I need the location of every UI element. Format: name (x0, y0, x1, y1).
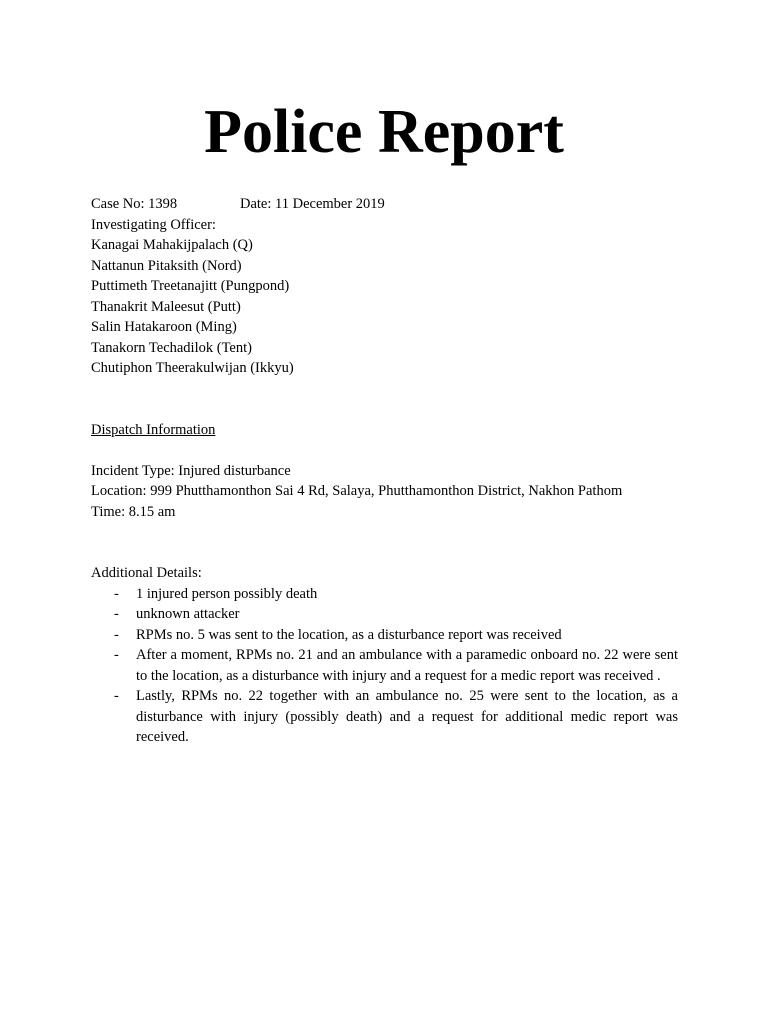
dispatch-heading: Dispatch Information (91, 421, 216, 438)
bullet-dash: - (114, 626, 119, 643)
incident-type: Incident Type: Injured disturbance (91, 462, 291, 479)
officer-name: Puttimeth Treetanajitt (Pungpond) (91, 278, 290, 294)
officer-name: Nattanun Pitaksith (Nord) (91, 257, 242, 274)
list-item-text: RPMs no. 5 was sent to the location, as a disturbance report was received (136, 626, 562, 643)
list-item (91, 645, 678, 686)
bullet-dash: - (114, 585, 119, 602)
officer-name: Tanakorn Techadilok (Tent) (91, 339, 252, 356)
list-item (91, 584, 678, 605)
officer-name: Chutiphon Theerakulwijan (Ikkyu) (91, 360, 294, 376)
list-item-text: unknown attacker (136, 606, 240, 622)
case-line (91, 194, 678, 215)
list-item-text: Lastly, RPMs no. 22 together with an ambulance no. 25 were sent to the location, as a disturbance with injury (possibly death) and a request for additional medic report was received. (136, 688, 678, 745)
list-item (91, 604, 678, 625)
case-number: Case No: 1398 (91, 196, 178, 212)
additional-details-list (91, 584, 678, 748)
list-item (91, 686, 678, 748)
incident-time: Time: 8.15 am (91, 503, 176, 520)
list-item-text: 1 injured person possibly death (136, 585, 318, 602)
bullet-dash: - (114, 688, 119, 704)
report-date: Date: 11 December 2019 (240, 196, 385, 212)
officer-name: Kanagai Mahakijpalach (Q) (91, 237, 253, 253)
list-item (91, 625, 678, 646)
list-item-text: After a moment, RPMs no. 21 and an ambulance with a paramedic onboard no. 22 were sent to the location, as a disturbance with injury and a request for a medic report was received . (136, 647, 678, 684)
officer-name: Thanakrit Maleesut (Putt) (91, 298, 241, 315)
page-title: Police Report (204, 98, 564, 166)
bullet-dash: - (114, 647, 119, 663)
report-body (91, 194, 678, 748)
additional-details-heading: Additional Details: (91, 565, 202, 581)
incident-location: Location: 999 Phutthamonthon Sai 4 Rd, Salaya, Phutthamonthon District, Nakhon Pathom (91, 483, 623, 499)
officer-label: Investigating Officer: (91, 216, 216, 233)
officer-name: Salin Hatakaroon (Ming) (91, 319, 237, 335)
bullet-dash: - (114, 606, 119, 622)
